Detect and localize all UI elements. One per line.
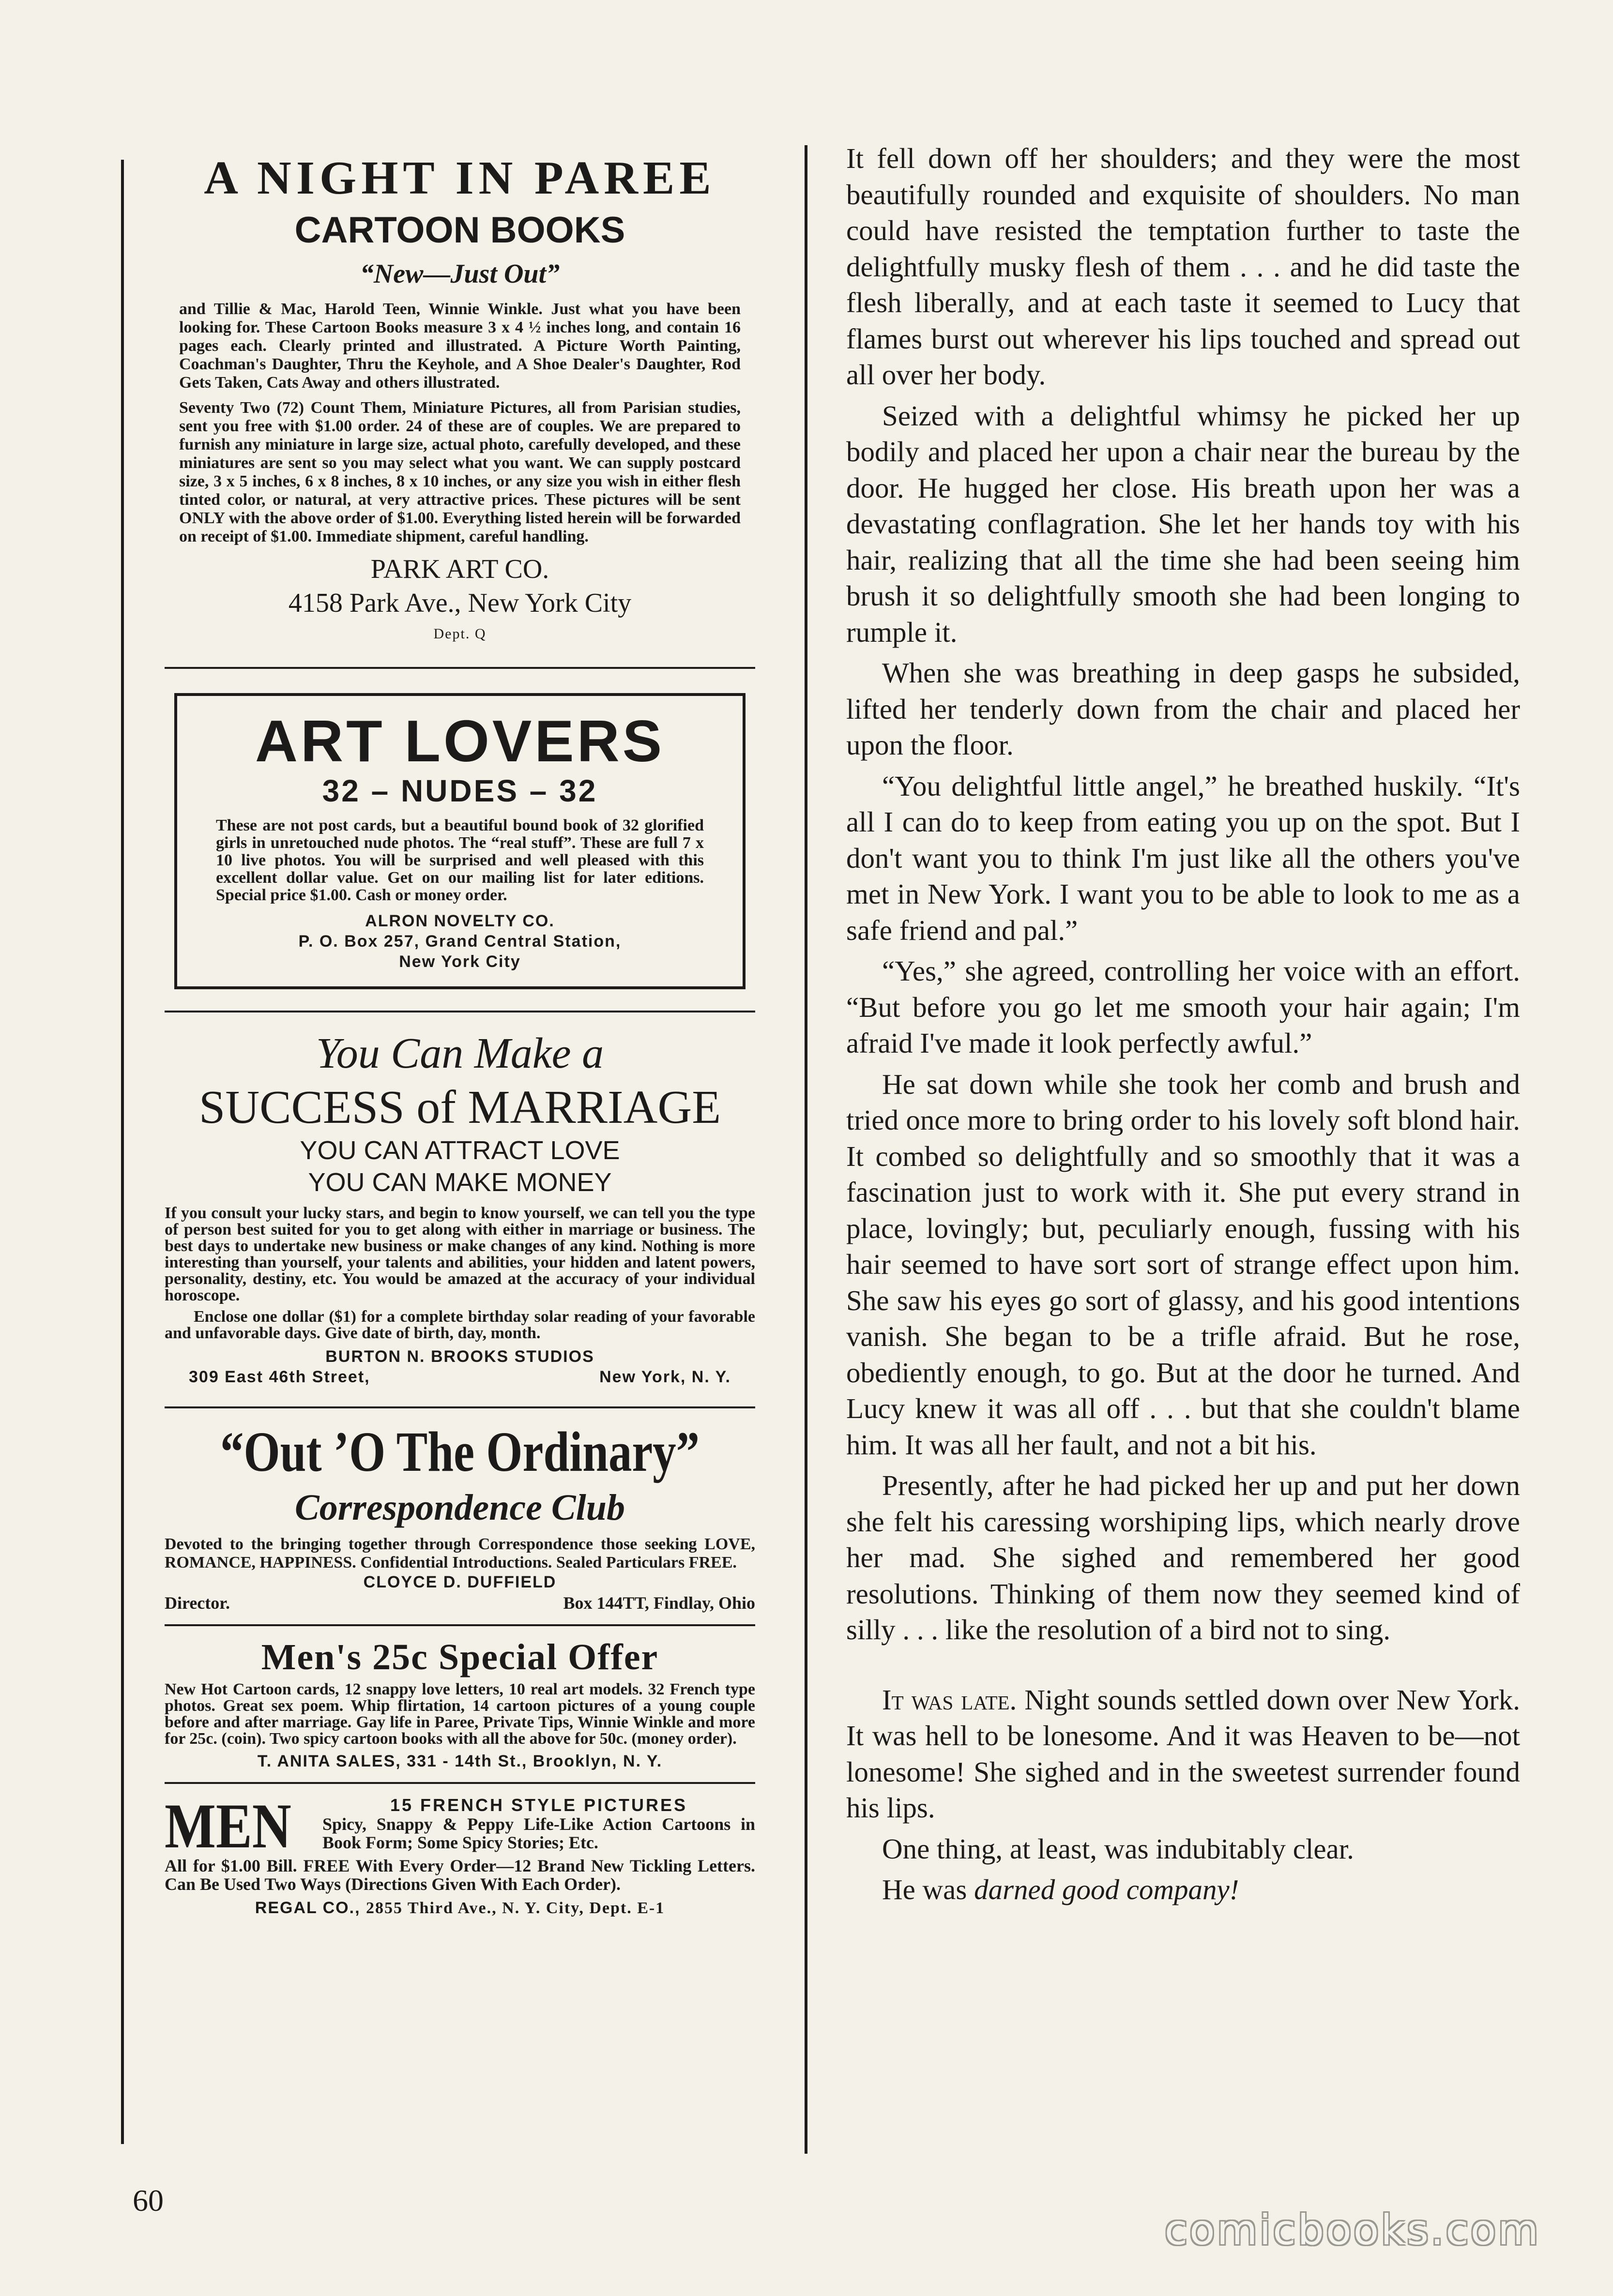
ad-subtitle: YOU CAN MAKE MONEY — [308, 1168, 612, 1197]
ad-body — [179, 300, 741, 546]
ad-subtitle: Correspondence Club — [295, 1487, 625, 1528]
ad-separator — [165, 1011, 755, 1012]
story-paragraph — [846, 1872, 1520, 1908]
ad-title: ART LOVERS — [255, 708, 665, 774]
site-watermark: comicbooks.com — [1164, 2206, 1540, 2254]
ad-footer — [145, 1897, 775, 1919]
ad-street: 309 East 46th Street, — [189, 1368, 370, 1386]
ad-title-line: You Can Make a — [316, 1029, 604, 1077]
correspondence-club-ad — [145, 1418, 775, 1614]
story-paragraph: When she was breathing in deep gasps he subsided, lifted her tenderly down from the chair and placed her upon the floor. — [846, 657, 1520, 761]
ad-subtitle: CARTOON BOOKS — [294, 210, 625, 251]
ad-company: ALRON NOVELTY CO. — [365, 912, 555, 930]
ad-director-name: CLOYCE D. DUFFIELD — [363, 1573, 557, 1591]
ad-box: Box 144TT, Findlay, Ohio — [563, 1593, 755, 1613]
story-text: He was — [882, 1873, 974, 1905]
ad-separator — [165, 667, 755, 669]
ad-big-word: MEN — [165, 1790, 291, 1861]
story-paragraph — [846, 1682, 1520, 1826]
ad-address: New York City — [399, 952, 521, 971]
ad-company: PARK ART CO. — [370, 554, 549, 584]
french-pictures-ad — [145, 1790, 775, 1919]
ad-paragraph: Seventy Two (72) Count Them, Miniature Pictures, all from Parisian studies, sent you free with $1.00 order. 24 of these are of couples. We are prepared to furnish any miniature in large size, actual photo, carefully developed, and these miniatures are sent so you may select what you want. We can supply postcard size, 3 x 5 inches, 6 x 8 inches, 8 x 10 inches, or any size you wish in either flesh tinted color, or natural, at very attractive prices. These pictures will be sent ONLY with the above order of $1.00. Everything listed herein will be forwarded on receipt of $1.00. Immediate shipment, careful handling. — [179, 399, 741, 545]
story-paragraph: It fell down off her shoulders; and they were the most beautifully rounded and exquisite of shoulders. No man could have resisted the temptation further to taste the delightfully musky flesh of them . . . and he did taste the flesh liberally, and at each taste it seemed to Lucy that flames burst out wherever his lips touched and spread out all over her body. — [846, 142, 1520, 391]
ad-header-text — [322, 1796, 755, 1852]
ad-company: BURTON N. BROOKS STUDIOS — [325, 1347, 594, 1366]
ad-address: 2855 Third Ave., N. Y. City, Dept. E-1 — [365, 1899, 665, 1917]
ad-separator — [165, 1406, 755, 1408]
ad-role: Director. — [165, 1593, 230, 1613]
paree-cartoon-books-ad — [145, 149, 775, 648]
story-paragraph: “You delightful little angel,” he breathed huskily. “It's all I can do to keep from eating you up on the spot. But I don't want you to think I'm just like all the others you've met in New York. I want you to be able to look to me as a safe friend and pal.” — [846, 770, 1520, 946]
ad-header — [165, 1790, 755, 1861]
ad-paragraph: and Tillie & Mac, Harold Teen, Winnie Winkle. Just what you have been looking for. These Cartoon Books measure 3 x 4 ½ inches long, and contain 16 pages each. Clearly printed and illustrated. A Picture Worth Painting, Coachman's Daughter, Thru the Keyhole, and A Shoe Dealer's Daughter, Rod Gets Taken, Cats Away and others illustrated. — [179, 300, 741, 392]
ad-separator — [165, 1782, 755, 1784]
ad-title: A NIGHT IN PAREE — [204, 152, 716, 204]
section-lead-in: It was late. — [882, 1683, 1017, 1716]
ad-tagline: “New—Just Out” — [360, 259, 560, 289]
ad-paragraph: Enclose one dollar ($1) for a complete birthday solar reading of your favorable and unfavorable days. Give date of birth, day, month. — [165, 1308, 755, 1342]
ad-body — [165, 1205, 755, 1342]
ad-separator — [165, 1624, 755, 1626]
ad-body: Spicy, Snappy & Peppy Life-Like Action Cartoons in Book Form; Some Spicy Stories; Etc. — [322, 1814, 755, 1852]
story-paragraph: Presently, after he had picked her up and put her down she felt his caressing worshiping lips, which nearly drove her mad. She sighed and remembered her good resolutions. Thinking of them now they seemed kind of silly . . . like the resolution of a bird not to sing. — [846, 1469, 1520, 1646]
center-column-rule — [805, 145, 807, 2154]
story-column — [846, 140, 1520, 1913]
page-number: 60 — [133, 2183, 164, 2218]
ad-subtitle: 32 – NUDES – 32 — [322, 773, 598, 808]
ad-footer: T. ANITA SALES, 331 - 14th St., Brooklyn, N. Y. — [257, 1752, 663, 1770]
ad-body: New Hot Cartoon cards, 12 snappy love letters, 10 real art models. 32 French type photos. Great sex poem. Whip flirtation, 14 cartoon pictures of a young couple before and after marriage. Gay life in Paree, Private Tips, Winnie Winkle and more for 25c. (coin). Two spicy cartoon books with all the above for 50c. (money order). — [165, 1680, 755, 1748]
ad-address: P. O. Box 257, Grand Central Station, — [298, 932, 622, 951]
ad-city: New York, N. Y. — [599, 1368, 731, 1386]
art-lovers-ad — [174, 693, 746, 989]
ad-title: “Out ’O The Ordinary” — [220, 1420, 700, 1483]
left-column-rule — [121, 160, 124, 2144]
story-text: Night sounds settled down over New York. It was hell to be lonesome. And it was Heaven to be—not lonesome! She sighed and in the sweetest surrender found his lips. — [846, 1683, 1520, 1824]
ad-body: All for $1.00 Bill. FREE With Every Order—12 Brand New Tickling Letters. Can Be Used Two Ways (Directions Given With Each Order). — [165, 1856, 755, 1894]
story-paragraph: Seized with a delightful whimsy he picked her up bodily and placed her upon a chair near the bureau by the door. He hugged her close. His breath upon her was a devastating conflagration. She let her hands toy with his hair, realizing that all the time she had been seeing him brush it so delightfully smooth she had been longing to rumple it. — [846, 399, 1520, 648]
ad-body: Devoted to the bringing together through Correspondence those seeking LOVE, ROMANCE, HAPPINESS. Confidential Introductions. Sealed Particulars FREE. — [165, 1535, 755, 1571]
ad-address — [165, 1592, 755, 1614]
ad-body: These are not post cards, but a beautiful bound book of 32 glorified girls in unretouched nude photos. The “real stuff”. These are full 7 x 10 live photos. You will be surprised and well pleased with this excellent dollar value. Get on our mailing list for later editions. Special price $1.00. Cash or money order. — [216, 816, 704, 904]
ad-dept: Dept. Q — [433, 626, 487, 642]
ad-title: Men's 25c Special Offer — [261, 1637, 659, 1677]
special-offer-ad — [145, 1634, 775, 1771]
ad-paragraph: If you consult your lucky stars, and begin to know yourself, we can tell you the type of person best suited for you to get along with either in marriage or business. The best days to undertake new business or make changes of any kind. Nothing is more interesting than yourself, your talents and abilities, your hidden and latent powers, personality, destiny, etc. You would be amazed at the accuracy of your individual horoscope. — [165, 1204, 755, 1304]
story-paragraph: One thing, at least, was indubitably clear. — [882, 1832, 1354, 1865]
ad-title: SUCCESS of MARRIAGE — [198, 1081, 721, 1133]
ad-address: 4158 Park Ave., New York City — [288, 588, 632, 618]
advertisement-column — [145, 145, 775, 1919]
marriage-horoscope-ad — [145, 1027, 775, 1387]
story-italic-text: darned good company! — [974, 1873, 1239, 1905]
story-paragraph: “Yes,” she agreed, controlling her voice with an effort. “But before you go let me smooth your hair again; I'm afraid I've made it look perfectly awful.” — [846, 955, 1520, 1059]
ad-address — [189, 1367, 731, 1387]
ad-subtitle: YOU CAN ATTRACT LOVE — [300, 1136, 620, 1165]
ad-company: REGAL CO., — [255, 1899, 361, 1917]
story-paragraph: He sat down while she took her comb and brush and tried once more to bring order to his lovely soft blond hair. It combed so delightfully and so smoothly that it was a fascination just to work with it. She put every strand in place, lovingly; but, peculiarly enough, fussing with his hair seemed to have sort sort of strange effect upon him. She saw his eyes go sort of glassy, and his good intentions vanish. She began to be a trifle afraid. But he rose, obediently enough, to go. But at the door he turned. And Lucy knew it was all off . . . but that she couldn't blame him. It was all her fault, and not a bit his. — [846, 1068, 1520, 1461]
ad-title: 15 FRENCH STYLE PICTURES — [390, 1795, 688, 1815]
